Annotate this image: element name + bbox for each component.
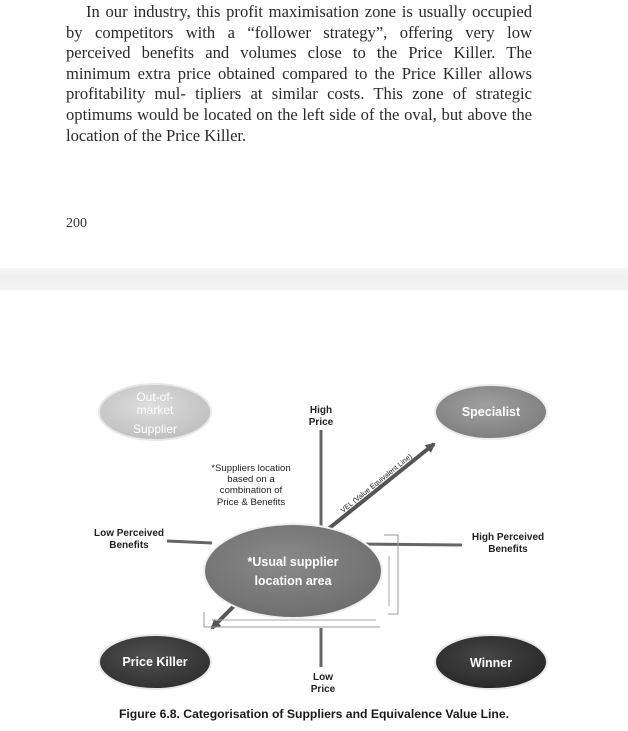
- low-price-label-2: Price: [310, 684, 336, 695]
- high-benefits-label-1: High Perceived: [471, 532, 545, 543]
- low-benefits-label-1: Low Perceived: [93, 528, 165, 539]
- vel-label: VEL (Value Equivalent Line): [338, 451, 414, 515]
- paragraph-line-4: price obtained compared to the Price Killer allows profitability mul-: [66, 63, 532, 104]
- paragraph-line-6: located on the left side of the oval, but above the location of the Price: [66, 104, 532, 145]
- paragraph-line-1: In our industry, this profit maximisation zone is usually occupied: [86, 2, 532, 21]
- figure-caption: Figure 6.8. Categorisation of Suppliers and Equivalence Value Line.: [118, 707, 510, 721]
- paragraph-line-2: by competitors with a “follower strategy”, offering very low perceived: [66, 22, 532, 63]
- note-line-1: *Suppliers location: [211, 463, 291, 474]
- out-of-market-label-2: market: [136, 403, 174, 417]
- high-price-label-1: High: [309, 405, 333, 416]
- paragraph-line-3: benefits and volumes close to the Price Killer. The minimum extra: [66, 43, 532, 83]
- out-of-market-label-1: Out-of-: [136, 390, 174, 404]
- note-line-3: combination of: [219, 485, 283, 496]
- usual-area-label-2: location area: [254, 574, 332, 588]
- usual-area-label-1: *Usual supplier: [247, 555, 339, 569]
- usual-supplier-area-oval: [204, 524, 382, 618]
- bracket-right: [384, 535, 398, 614]
- low-price-label-1: Low: [313, 672, 333, 683]
- page-number: 200: [66, 216, 87, 231]
- note-line-2: based on a: [227, 474, 275, 485]
- price-killer-label: Price Killer: [122, 655, 188, 669]
- high-price-label-2: Price: [308, 417, 334, 428]
- high-benefits-label-2: Benefits: [488, 544, 528, 555]
- horizontal-axis-right: [360, 544, 462, 545]
- horizontal-axis-left: [167, 541, 212, 543]
- paragraph-line-5: tipliers at similar costs. This zone of strategic optimums would be: [66, 84, 532, 124]
- low-benefits-label-2: Benefits: [109, 540, 149, 551]
- paragraph-line-7: Killer.: [204, 125, 247, 145]
- note-line-4: Price & Benefits: [216, 497, 286, 508]
- winner-label: Winner: [469, 656, 513, 670]
- out-of-market-label-3: Supplier: [132, 422, 178, 436]
- vel-arrow-down: [212, 604, 236, 628]
- specialist-label: Specialist: [461, 405, 521, 419]
- vel-arrow-up: [322, 444, 434, 534]
